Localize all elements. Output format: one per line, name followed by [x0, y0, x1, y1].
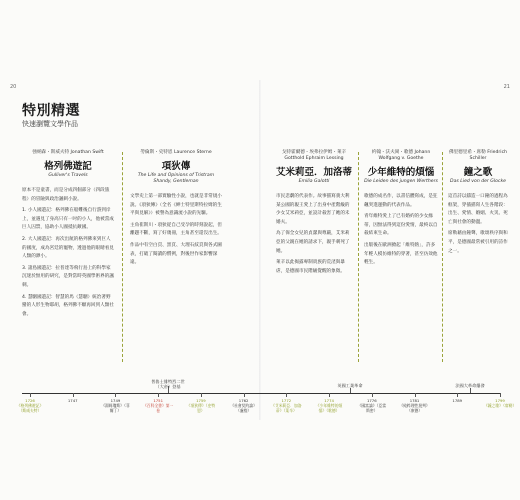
work-paragraph: 為了保全女兒的貞潔與尊嚴，艾米莉亞的父親在她的請求下，親手刺死了她。: [276, 231, 350, 254]
timeline-year: 1762: [238, 398, 249, 403]
work-column-gulliver: [22, 150, 114, 322]
work-column-glocke: [448, 150, 508, 259]
work-author: 勞倫斯・史特恩 Laurence Sterne: [140, 150, 212, 155]
work-body: [130, 193, 222, 268]
timeline-tick: [286, 393, 287, 397]
timeline-label: 《社會契約論》（盧梭）: [230, 403, 257, 413]
timeline-entry: [99, 398, 131, 413]
work-paragraph: 主角崔斯川・項狄從自己受孕的時刻說起，但離題不斷，寫了好幾冊，主角甚至還沒出生。: [130, 222, 222, 237]
timeline-year: 1749: [110, 398, 121, 403]
column-divider: [358, 152, 359, 362]
timeline-entry: [313, 398, 345, 413]
work-paragraph: 原本不是童書，而是分成四個部分（四段旅程）的冒險與政治諷刺小說。: [22, 188, 110, 202]
timeline-year: 1759: [196, 398, 206, 403]
work-column-emilia: [276, 150, 352, 279]
book-gutter: [259, 80, 261, 420]
work-paragraph: 市民悲劇的代表作。故事描寫義大利某公國的親王愛上了出身中產階級的少女艾米莉亞，並設計殺害了她的未婚夫。: [276, 194, 350, 225]
work-author: 強納森・斯威夫特 Jonathan Swift: [32, 150, 104, 155]
timeline-year: 1751: [153, 398, 163, 403]
timeline-tick: [158, 393, 159, 397]
work-original-title: The Life and Opinions of Tristram Shandy, Gentleman: [137, 173, 215, 184]
work-title: 少年維特的煩惱: [367, 167, 435, 178]
timeline-tick: [457, 393, 458, 397]
timeline-year: 1772: [281, 398, 292, 403]
timeline-year: 1747: [67, 398, 78, 403]
timeline-year: 1789: [452, 398, 463, 403]
timeline-event-tick: [470, 388, 471, 393]
timeline-label: 《格列佛遊記》（斯威夫特）: [16, 403, 44, 413]
work-paragraph: 2. 大人國遊記：再次出航的格列佛來到巨人的國度，成為宮廷的寵物，透過他的眼睛看見人類的渺小。: [22, 236, 114, 260]
left-page-number: 20: [10, 84, 17, 90]
timeline-label: 《百科全書》第一卷: [142, 403, 174, 413]
right-page-number: 21: [503, 84, 510, 90]
work-body: [22, 187, 114, 319]
work-title: 項狄傳: [161, 161, 191, 172]
timeline-tick: [372, 393, 373, 397]
timeline-entry: [270, 398, 302, 413]
work-paragraph: 文學史上第一部實驗性小說，也就是非常規小說。《項狄傳》（全名《紳士特里斯特拉姆的生平與見解》）被譽為意識流小說的先驅。: [130, 194, 222, 217]
timeline-year: 1726: [25, 398, 35, 403]
timeline-year: 1774: [324, 398, 334, 403]
timeline-tick: [201, 393, 202, 397]
work-paragraph: 這首詩以鑄造一口鐘的過程為框架，穿插描寫人生各階段：出生、愛情、婚姻、火災、死亡與社會的動盪。: [448, 194, 508, 225]
work-title: 格列佛遊記: [44, 161, 92, 172]
work-original-title: Das Lied von der Glocke: [450, 179, 506, 184]
timeline-event-tick: [168, 386, 169, 393]
work-paragraph: 1. 小人國遊記：格列佛在船難後自行游到岸上，並遇見了身高只有一吋的小人，他被當成巨人囚禁，協助小人國抵抗敵國。: [22, 208, 114, 231]
timeline-label: 《鐘之歌》（席勒）: [484, 403, 517, 408]
timeline-tick: [73, 393, 74, 397]
work-paragraph: 萊辛以此揭露專制貴族的荒淫與暴虐，是德國市民階級覺醒的象徵。: [276, 260, 345, 274]
section-subtitle: 快速瀏覽文學作品: [22, 120, 78, 128]
timeline-year: 1799: [495, 398, 505, 403]
timeline-tick: [244, 393, 245, 397]
work-body: [276, 193, 352, 276]
timeline-label: 《項狄傳》（史特恩）: [186, 403, 216, 413]
timeline-entry: [57, 398, 89, 403]
work-title: 鐘之歌: [463, 167, 493, 178]
timeline-label: 《純粹理性批判》（康德）: [399, 403, 430, 413]
work-original-title: Gulliver's Travels: [48, 173, 88, 178]
timeline-entry: [441, 398, 473, 403]
work-body: [364, 193, 438, 268]
work-author: 約翰・沃夫岡・歌德 Johann Wolfgang v. Goethe: [371, 150, 431, 161]
timeline-entry: [14, 398, 46, 413]
work-paragraph: 出版後在歐洲掀起「維特熱」，許多年輕人模仿維特的穿著，甚至仿效他輕生。: [364, 242, 438, 266]
work-paragraph: 歌德的成名作，以書信體寫成，是狂飆突進運動的代表作品。: [364, 194, 438, 208]
work-paragraph: 3. 諸島國遊記：拉普達等飛行島上的科學家沉迷於無用的研究，是對當時英國學術界的諷刺。: [22, 265, 114, 288]
work-body: [448, 193, 508, 256]
section-title: 特別精選: [22, 103, 80, 119]
work-paragraph: 4. 慧駰國遊記：智慧的馬（慧駰）統治著野蠻的人形生物耶胡，格列佛不願再回到人類社會。: [22, 294, 114, 317]
timeline-tick: [30, 393, 31, 397]
timeline-year: 1781: [409, 398, 420, 403]
timeline-tick: [415, 393, 416, 397]
timeline-tick: [115, 393, 116, 397]
column-divider: [122, 152, 123, 362]
timeline-entry: [185, 398, 217, 413]
timeline-entry: [228, 398, 260, 413]
work-paragraph: 席勒藉由鐘聲，歌頌秩序與和平，是德國最常被引用的詩作之一。: [448, 231, 508, 254]
timeline-tick: [500, 393, 501, 397]
work-paragraph: 青年維特愛上了已有婚約的少女綠蒂，因無法得到這份愛情，最終以自殺結束生命。: [364, 214, 438, 237]
timeline-label: 《艾米莉亞．加洛蒂》（萊辛）: [271, 403, 302, 413]
timeline-axis: [22, 393, 500, 394]
timeline-event-tick: [350, 388, 351, 393]
timeline-entry: [484, 398, 516, 408]
work-original-title: Die Leiden des jungen Werthers: [364, 179, 438, 184]
work-paragraph: 作品中有空白頁、黑頁、大理石紋頁與各式圖表，打破了閱讀的慣例，對後世作家影響深遠。: [130, 242, 222, 266]
timeline-event: 普魯士腓特烈二世（大帝）登基: [151, 379, 185, 389]
timeline-entry: [142, 398, 174, 413]
timeline-entry: [356, 398, 388, 413]
work-author: 佛里德里希・席勒 Friedrich Schiller: [448, 150, 508, 161]
timeline-label: 《少年維特的煩惱》（歌德）: [315, 403, 343, 413]
work-column-tristram: [130, 150, 222, 271]
work-column-werther: [364, 150, 438, 271]
timeline-event: 法國大革命爆發: [455, 383, 485, 388]
timeline-event: 英國工業革命: [337, 383, 363, 388]
work-author: 戈特霍爾德・埃弗拉伊姆・萊辛 Gotthold Ephraim Lessing: [281, 150, 347, 161]
timeline-label: 《國富論》（亞當斯密）: [357, 403, 387, 413]
timeline-label: 《湯姆瓊斯》（菲爾丁）: [101, 403, 130, 413]
timeline-year: 1776: [366, 398, 377, 403]
work-original-title: Emilia Galotti: [298, 179, 330, 184]
work-title: 艾米莉亞．加洛蒂: [276, 167, 353, 178]
timeline-tick: [329, 393, 330, 397]
column-divider: [442, 152, 443, 362]
timeline-entry: [399, 398, 431, 413]
